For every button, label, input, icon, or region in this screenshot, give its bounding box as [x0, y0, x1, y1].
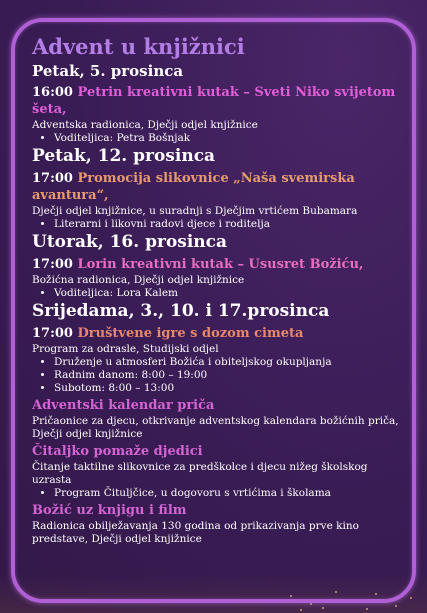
- list-item: • Druženje u atmosferi Božića i obiteljskog okupljanja: [54, 356, 404, 369]
- event-details: [32, 132, 404, 145]
- section-details: [32, 487, 404, 500]
- event-description: Adventska radionica, Dječji odjel knjižnice: [32, 119, 258, 131]
- list-item: • Literarni i likovni radovi djece i roditelja: [54, 218, 404, 231]
- event-1: [32, 84, 404, 118]
- event-3: [32, 256, 404, 273]
- event-description: Program za odrasle, Studijski odjel: [32, 343, 219, 355]
- event-name: Promocija slikovnice „Naša svemirska avantura“,: [32, 171, 355, 203]
- list-item: • Voditeljica: Lora Kalem: [54, 287, 404, 300]
- list-item: • Voditeljica: Petra Bošnjak: [54, 132, 404, 145]
- event-name: Lorin kreativni kutak – Ususret Božiću,: [77, 257, 364, 272]
- section-heading-3: Božić uz knjigu i film: [32, 503, 187, 518]
- section-heading-2: Čitaljko pomaže djedici: [32, 444, 203, 459]
- event-details: [32, 218, 404, 231]
- section-description: Čitanje taktilne slikovnice za predškolce i djecu nižeg školskog uzrasta: [32, 461, 368, 486]
- section-heading-1: Adventski kalendar priča: [32, 398, 215, 413]
- event-time: 17:00: [32, 171, 73, 186]
- list-item: • Radnim danom: 8:00 – 19:00: [54, 369, 404, 382]
- day-heading-3: Utorak, 16. prosinca: [32, 232, 228, 252]
- section-description: Pričaonice za djecu, otkrivanje adventskog kalendara božićnih priča, Dječji odjel knjižnice: [32, 415, 399, 440]
- event-4: [32, 325, 404, 342]
- event-time: 16:00: [32, 85, 73, 100]
- event-name: Društvene igre s dozom cimeta: [77, 326, 304, 341]
- list-item: • Subotom: 8:00 – 13:00: [54, 382, 404, 395]
- section-description: Radionica obilježavanja 130 godina od prikazivanja prve kino predstave, Dječji odjel knjižnice: [32, 520, 359, 545]
- day-heading-2: Petak, 12. prosinca: [32, 146, 216, 166]
- day-heading-4: Srijedama, 3., 10. i 17.prosinca: [32, 301, 330, 321]
- event-details: [32, 356, 404, 395]
- event-2: [32, 170, 404, 204]
- list-item: • Program Čituljčice, u dogovoru s vrtićima i školama: [54, 487, 404, 500]
- event-details: [32, 287, 404, 300]
- event-name: Petrin kreativni kutak – Sveti Niko svijetom šeta,: [32, 85, 396, 117]
- event-time: 17:00: [32, 326, 73, 341]
- event-description: Dječji odjel knjižnice, u suradnji s Dječjim vrtićem Bubamara: [32, 205, 358, 217]
- event-description: Božićna radionica, Dječji odjel knjižnice: [32, 274, 245, 286]
- page-title: Advent u knjižnici: [32, 34, 245, 59]
- day-heading-1: Petak, 5. prosinca: [32, 62, 184, 80]
- event-time: 17:00: [32, 257, 73, 272]
- advent-program: [32, 34, 404, 546]
